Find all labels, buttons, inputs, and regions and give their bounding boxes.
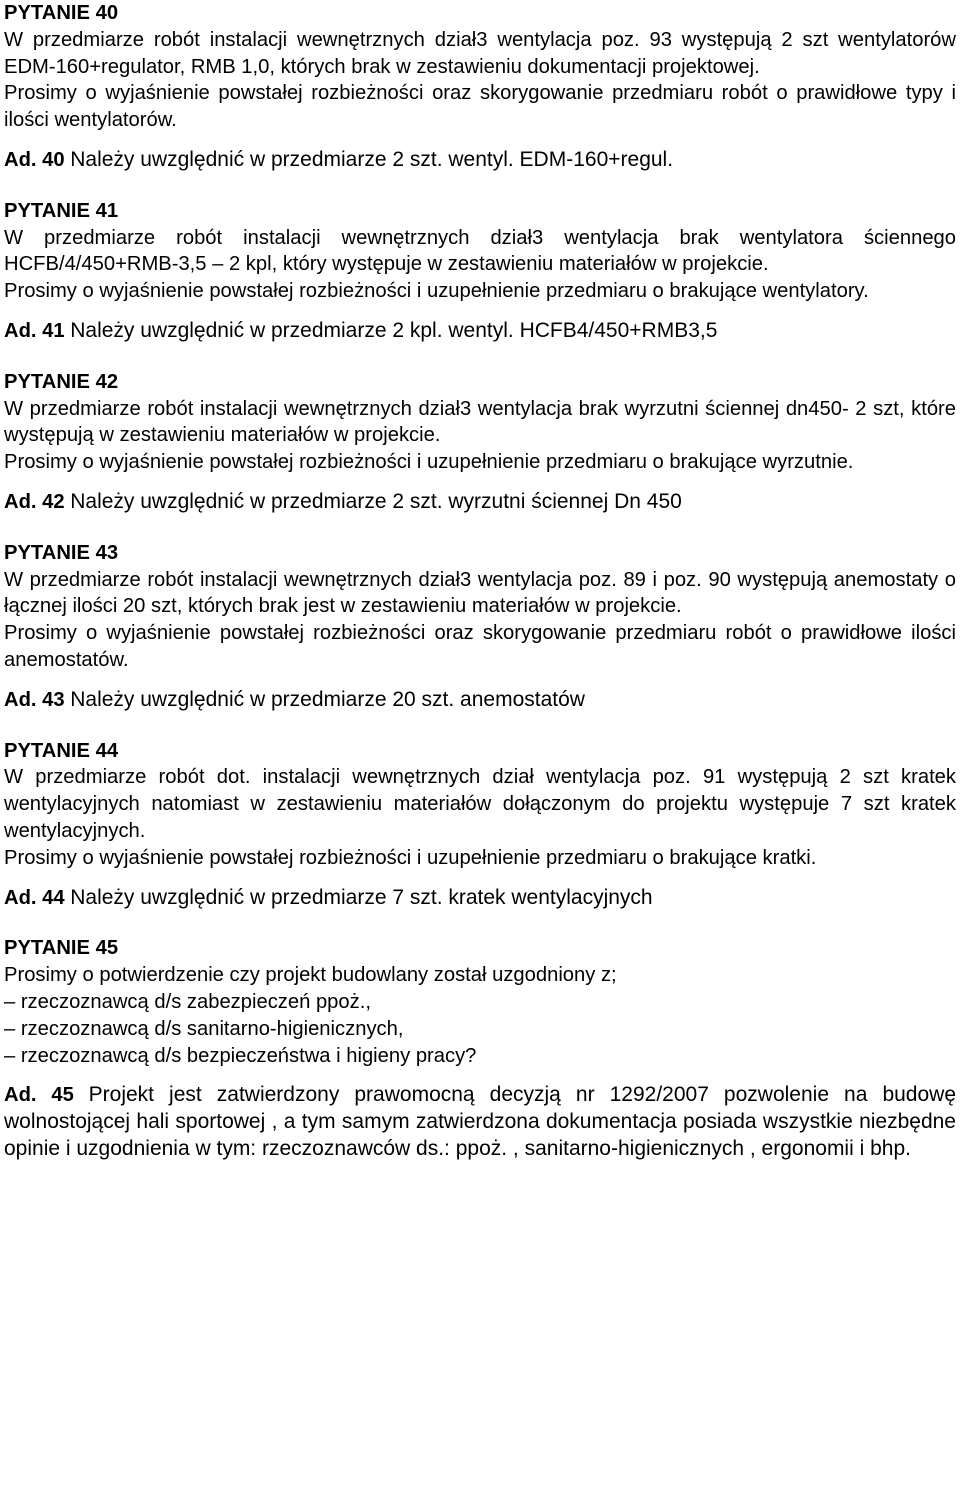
answer-number: 44	[42, 886, 65, 909]
answer-label: Ad.	[4, 1084, 37, 1107]
question-request: Prosimy o wyjaśnienie powstałej rozbieżności i uzupełnienie przedmiaru o brakujące wentylatory.	[4, 280, 869, 303]
question-body: W przedmiarze robót instalacji wewnętrznych dział3 wentylacja poz. 93 występują 2 szt wentylatorów EDM-160+regulator, RMB 1,0, których brak w zestawieniu dokumentacji projektowej.	[4, 28, 956, 78]
answer-number: 40	[42, 148, 65, 171]
question-request: Prosimy o wyjaśnienie powstałej rozbieżności i uzupełnienie przedmiaru o brakujące wyrzutnie.	[4, 451, 854, 474]
answer-44	[4, 885, 956, 912]
answer-40	[4, 147, 956, 174]
question-42	[4, 369, 956, 516]
question-title: PYTANIE 43	[4, 541, 119, 564]
question-body: W przedmiarze robót instalacji wewnętrznych dział3 wentylacja brak wyrzutni ściennej dn450- 2 szt, które występują w zestawieniu materiałów w projekcie.	[4, 397, 956, 447]
question-title: PYTANIE 40	[4, 2, 119, 24]
question-request: Prosimy o wyjaśnienie powstałej rozbieżności oraz skorygowanie przedmiaru robót o prawidłowe ilości anemostatów.	[4, 622, 956, 671]
answer-text: Należy uwzględnić w przedmiarze 7 szt. kratek wentylacyjnych	[70, 885, 653, 909]
question-request: Prosimy o wyjaśnienie powstałej rozbieżności i uzupełnienie przedmiaru o brakujące kratki.	[4, 846, 817, 869]
question-41	[4, 198, 956, 345]
answer-label: Ad.	[4, 688, 37, 711]
question-title: PYTANIE 45	[4, 937, 119, 960]
question-body: W przedmiarze robót instalacji wewnętrznych dział3 wentylacja brak wentylatora ściennego HCFB/4/450+RMB-3,5 – 2 kpl, który występuje w zestawieniu materiałów w projekcie.	[4, 226, 956, 276]
answer-number: 41	[42, 319, 65, 342]
question-45	[4, 935, 956, 1162]
question-intro: Prosimy o potwierdzenie czy projekt budowlany został uzgodniony z;	[4, 964, 617, 987]
question-40	[4, 0, 956, 174]
answer-text: Projekt jest zatwierdzony prawomocną decyzją nr 1292/2007 pozwolenie na budowę wolnostojącej hali sportowej , a tym samym zatwierdzona dokumentacja posiada wszystkie niezbędne opinie i uzgodnienia w tym: rzeczoznawców ds.: ppoż. , sanitarno-higienicznych , ergonomii i bhp.	[4, 1083, 957, 1160]
answer-number: 45	[51, 1084, 74, 1107]
document-page	[4, 0, 956, 1187]
answer-45	[4, 1082, 956, 1162]
question-43	[4, 540, 956, 714]
answer-number: 42	[42, 490, 65, 513]
question-title: PYTANIE 42	[4, 370, 119, 393]
question-body: W przedmiarze robót dot. instalacji wewnętrznych dział wentylacja poz. 91 występują 2 szt kratek wentylacyjnych natomiast w zestawieniu materiałów dołączonym do projektu występuje 7 szt kratek wentylacyjnych.	[4, 766, 956, 842]
answer-label: Ad.	[4, 490, 37, 513]
answer-text: Należy uwzględnić w przedmiarze 2 szt. wyrzutni ściennej Dn 450	[70, 489, 682, 513]
answer-43	[4, 687, 956, 714]
answer-label: Ad.	[4, 319, 37, 342]
list-item: – rzeczoznawcą d/s sanitarno-higienicznych,	[4, 1017, 404, 1040]
list-item: – rzeczoznawcą d/s bezpieczeństwa i higieny pracy?	[4, 1044, 477, 1067]
answer-label: Ad.	[4, 148, 37, 171]
list-item: – rzeczoznawcą d/s zabezpieczeń ppoż.,	[4, 990, 371, 1013]
answer-label: Ad.	[4, 886, 37, 909]
question-title: PYTANIE 41	[4, 199, 119, 222]
answer-text: Należy uwzględnić w przedmiarze 2 kpl. wentyl. HCFB4/450+RMB3,5	[70, 318, 718, 342]
answer-41	[4, 318, 956, 345]
question-request: Prosimy o wyjaśnienie powstałej rozbieżności oraz skorygowanie przedmiaru robót o prawidłowe typy i ilości wentylatorów.	[4, 82, 956, 132]
answer-number: 43	[42, 688, 65, 711]
answer-text: Należy uwzględnić w przedmiarze 2 szt. wentyl. EDM-160+regul.	[70, 147, 674, 171]
question-title: PYTANIE 44	[4, 739, 119, 762]
question-body: W przedmiarze robót instalacji wewnętrznych dział3 wentylacja poz. 89 i poz. 90 występują anemostaty o łącznej ilości 20 szt, których brak jest w zestawieniu materiałów w projekcie.	[4, 568, 956, 618]
question-44	[4, 738, 956, 912]
answer-text: Należy uwzględnić w przedmiarze 20 szt. anemostatów	[70, 687, 585, 711]
answer-42	[4, 489, 956, 516]
